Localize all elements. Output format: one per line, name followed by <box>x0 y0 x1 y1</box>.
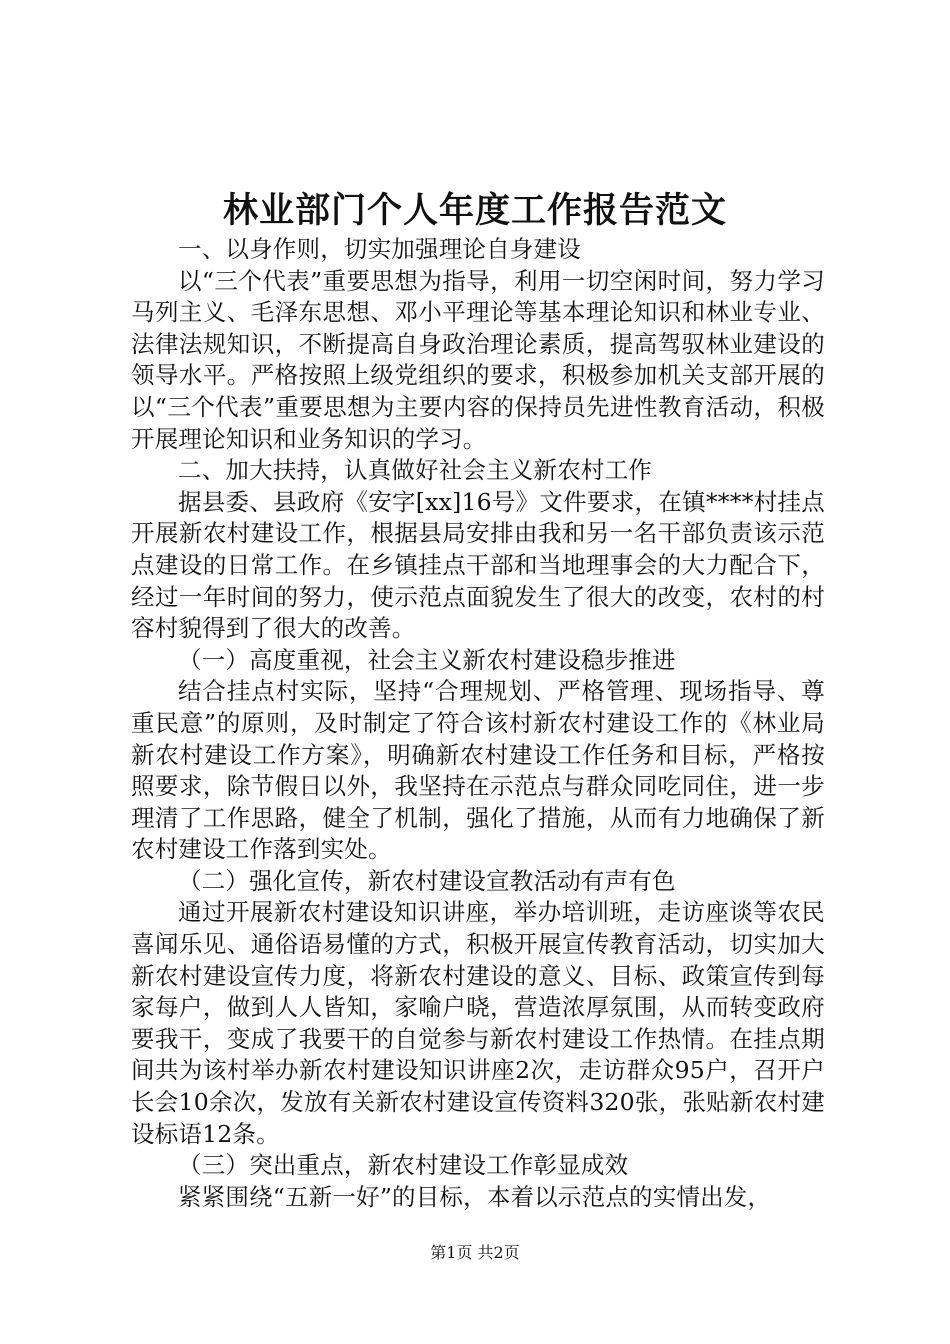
section-heading-1: 一、以身作则，切实加强理论自身建设 <box>178 235 581 263</box>
body-paragraph-2: 据县委、县政府《安字[xx]16号》文件要求，在镇****村挂点开展新农村建设工作，根据县局安排由我和另一名干部负责该示范点建设的日常工作。在乡镇挂点干部和当地理事会的大力配合下，经过一年时间的努力，使示范点面貌发生了很大的改变，农村的村容村貌得到了很大的改善。 <box>131 487 825 643</box>
body-paragraph-5: 紧紧围绕“五新一好”的目标，本着以示范点的实情出发， <box>178 1182 772 1211</box>
section-heading-2: 二、加大扶持，认真做好社会主义新农村工作 <box>178 456 652 485</box>
document-body <box>131 234 825 1213</box>
document-title: 林业部门个人年度工作报告范文 <box>222 190 727 231</box>
body-paragraph-4: 通过开展新农村建设知识讲座，举办培训班，走访座谈等农民喜闻乐见、通俗语易懂的方式，积极开展宣传教育活动，切实加大新农村建设宣传力度，将新农村建设的意义、目标、政策宣传到每家每户，做到人人皆知，家喻户晓，营造浓厚氛围，从而转变政府要我干，变成了我要干的自觉参与新农村建设工作热情。在挂点期间共为该村举办新农村建设知识讲座2次，走访群众95户，召开户长会10余次，发放有关新农村建设宣传资料320张，张贴新农村建设标语12条。 <box>131 898 825 1148</box>
subsection-heading-3: （三）突出重点，新农村建设工作彰显成效 <box>178 1151 629 1180</box>
subsection-heading-2: （二）强化宣传，新农村建设宣教活动有声有色 <box>178 866 676 895</box>
subsection-heading-1: （一）高度重视，社会主义新农村建设稳步推进 <box>178 645 676 674</box>
body-paragraph-3: 结合挂点村实际，坚持“合理规划、严格管理、现场指导、尊重民意”的原则，及时制定了符合该村新农村建设工作的《林业局新农村建设工作方案》，明确新农村建设工作任务和目标，严格按照要求，除节假日以外，我坚持在示范点与群众同吃同住，进一步理清了工作思路，健全了机制，强化了措施，从而有力地确保了新农村建设工作落到实处。 <box>131 677 825 864</box>
body-paragraph-1: 以“三个代表”重要思想为指导，利用一切空闲时间，努力学习马列主义、毛泽东思想、邓小平理论等基本理论知识和林业专业、法律法规知识，不断提高自身政治理论素质，提高驾驭林业建设的领导水平。严格按照上级党组织的要求，积极参加机关支部开展的以“三个代表”重要思想为主要内容的保持员先进性教育活动，积极开展理论知识和业务知识的学习。 <box>131 266 825 453</box>
page-footer: 第1页 共2页 <box>430 1243 520 1262</box>
